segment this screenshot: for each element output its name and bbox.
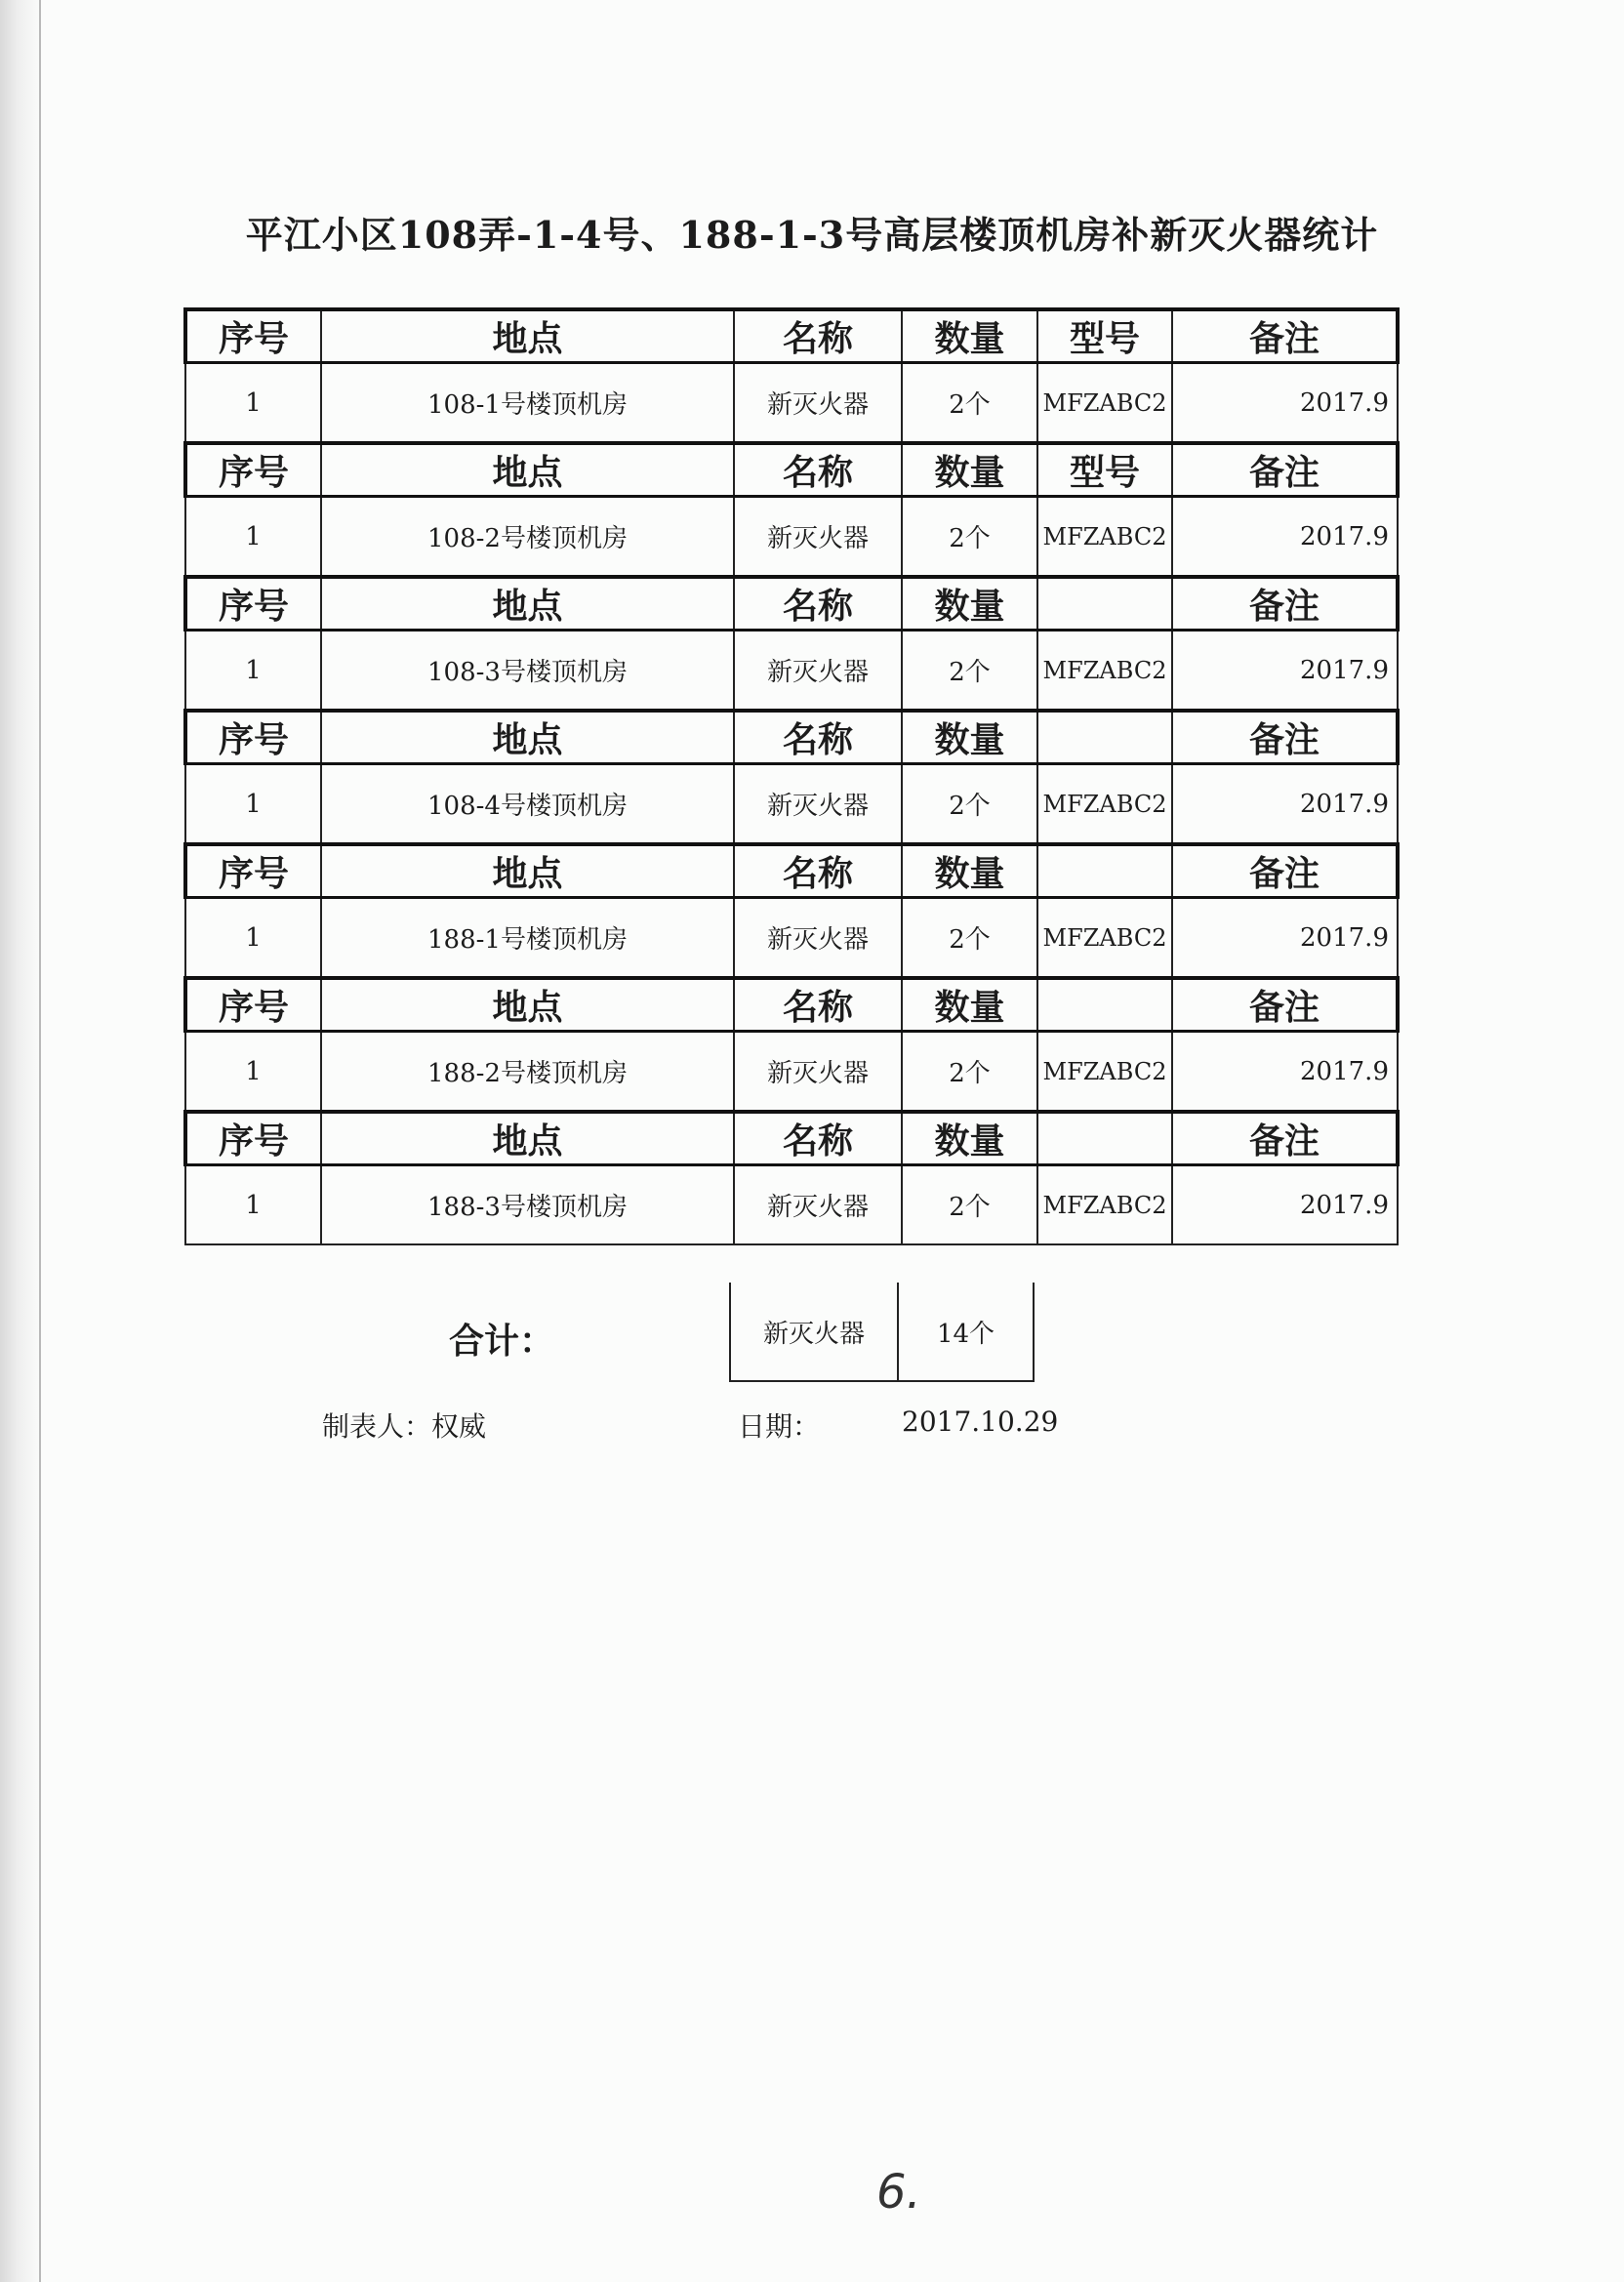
header-quantity: 数量 <box>902 844 1037 898</box>
header-remark: 备注 <box>1172 443 1398 497</box>
cell-remark: 2017.9 <box>1172 363 1398 444</box>
header-name: 名称 <box>734 844 902 898</box>
cell-model: MFZABC2 <box>1037 497 1172 578</box>
header-seq: 序号 <box>185 711 321 764</box>
header-model <box>1037 978 1172 1032</box>
cell-seq: 1 <box>185 1032 321 1113</box>
header-model <box>1037 844 1172 898</box>
header-name: 名称 <box>734 711 902 764</box>
header-model <box>1037 577 1172 631</box>
header-seq: 序号 <box>185 443 321 497</box>
table-row <box>185 898 1398 979</box>
cell-quantity: 2个 <box>902 1165 1037 1245</box>
preparer-label: 制表人： <box>322 1410 432 1443</box>
header-seq: 序号 <box>185 577 321 631</box>
header-name: 名称 <box>734 1112 902 1165</box>
page-title: 平江小区108弄-1-4号、188-1-3号高层楼顶机房补新灭火器统计 <box>245 213 1379 257</box>
header-row <box>185 1112 1398 1165</box>
total-row <box>730 1283 1034 1381</box>
cell-quantity: 2个 <box>902 497 1037 578</box>
cell-location: 108-3号楼顶机房 <box>321 631 734 712</box>
header-model: 型号 <box>1037 443 1172 497</box>
header-row <box>185 577 1398 631</box>
header-model <box>1037 711 1172 764</box>
preparer-name: 权威 <box>431 1410 487 1443</box>
total-quantity: 14个 <box>898 1283 1034 1381</box>
cell-model: MFZABC2 <box>1037 1165 1172 1245</box>
date-value: 2017.10.29 <box>902 1406 1059 1438</box>
header-row <box>185 844 1398 898</box>
cell-seq: 1 <box>185 497 321 578</box>
total-name: 新灭火器 <box>730 1283 898 1381</box>
header-quantity: 数量 <box>902 978 1037 1032</box>
header-location: 地点 <box>321 1112 734 1165</box>
stats-table-body <box>185 309 1398 1244</box>
cell-quantity: 2个 <box>902 363 1037 444</box>
header-quantity: 数量 <box>902 711 1037 764</box>
cell-seq: 1 <box>185 363 321 444</box>
cell-quantity: 2个 <box>902 1032 1037 1113</box>
header-seq: 序号 <box>185 978 321 1032</box>
header-name: 名称 <box>734 443 902 497</box>
header-row <box>185 978 1398 1032</box>
cell-remark: 2017.9 <box>1172 898 1398 979</box>
cell-model: MFZABC2 <box>1037 1032 1172 1113</box>
header-location: 地点 <box>321 309 734 363</box>
cell-name: 新灭火器 <box>734 898 902 979</box>
header-name: 名称 <box>734 577 902 631</box>
header-seq: 序号 <box>185 309 321 363</box>
date-label: 日期： <box>738 1410 821 1443</box>
header-model <box>1037 1112 1172 1165</box>
cell-seq: 1 <box>185 631 321 712</box>
cell-location: 188-2号楼顶机房 <box>321 1032 734 1113</box>
cell-name: 新灭火器 <box>734 631 902 712</box>
cell-name: 新灭火器 <box>734 764 902 845</box>
header-name: 名称 <box>734 309 902 363</box>
header-location: 地点 <box>321 577 734 631</box>
cell-seq: 1 <box>185 898 321 979</box>
table-row <box>185 764 1398 845</box>
header-model: 型号 <box>1037 309 1172 363</box>
header-row <box>185 711 1398 764</box>
cell-name: 新灭火器 <box>734 363 902 444</box>
cell-quantity: 2个 <box>902 898 1037 979</box>
cell-seq: 1 <box>185 1165 321 1245</box>
total-box <box>729 1283 1035 1382</box>
cell-name: 新灭火器 <box>734 497 902 578</box>
header-remark: 备注 <box>1172 309 1398 363</box>
scan-edge-line <box>39 0 41 2282</box>
header-remark: 备注 <box>1172 711 1398 764</box>
cell-location: 108-2号楼顶机房 <box>321 497 734 578</box>
header-quantity: 数量 <box>902 443 1037 497</box>
header-location: 地点 <box>321 978 734 1032</box>
total-label: 合计： <box>449 1321 555 1362</box>
cell-location: 108-1号楼顶机房 <box>321 363 734 444</box>
cell-remark: 2017.9 <box>1172 631 1398 712</box>
table-row <box>185 631 1398 712</box>
header-quantity: 数量 <box>902 1112 1037 1165</box>
extinguisher-stats-table <box>183 307 1400 1245</box>
header-remark: 备注 <box>1172 844 1398 898</box>
table-row <box>185 1032 1398 1113</box>
header-remark: 备注 <box>1172 978 1398 1032</box>
cell-remark: 2017.9 <box>1172 1032 1398 1113</box>
cell-name: 新灭火器 <box>734 1032 902 1113</box>
table-row <box>185 363 1398 444</box>
cell-remark: 2017.9 <box>1172 764 1398 845</box>
page-number: 6. <box>876 2165 921 2220</box>
cell-location: 108-4号楼顶机房 <box>321 764 734 845</box>
header-row <box>185 309 1398 363</box>
cell-remark: 2017.9 <box>1172 1165 1398 1245</box>
cell-seq: 1 <box>185 764 321 845</box>
header-remark: 备注 <box>1172 577 1398 631</box>
cell-name: 新灭火器 <box>734 1165 902 1245</box>
header-remark: 备注 <box>1172 1112 1398 1165</box>
table-row <box>185 497 1398 578</box>
preparer <box>322 1406 486 1445</box>
header-name: 名称 <box>734 978 902 1032</box>
cell-location: 188-1号楼顶机房 <box>321 898 734 979</box>
header-row <box>185 443 1398 497</box>
cell-model: MFZABC2 <box>1037 898 1172 979</box>
cell-remark: 2017.9 <box>1172 497 1398 578</box>
header-location: 地点 <box>321 711 734 764</box>
header-location: 地点 <box>321 844 734 898</box>
cell-model: MFZABC2 <box>1037 363 1172 444</box>
table-row <box>185 1165 1398 1245</box>
header-location: 地点 <box>321 443 734 497</box>
header-seq: 序号 <box>185 1112 321 1165</box>
cell-location: 188-3号楼顶机房 <box>321 1165 734 1245</box>
cell-quantity: 2个 <box>902 631 1037 712</box>
scan-edge-shadow <box>0 0 41 2282</box>
header-quantity: 数量 <box>902 309 1037 363</box>
cell-model: MFZABC2 <box>1037 631 1172 712</box>
header-seq: 序号 <box>185 844 321 898</box>
cell-model: MFZABC2 <box>1037 764 1172 845</box>
cell-quantity: 2个 <box>902 764 1037 845</box>
header-quantity: 数量 <box>902 577 1037 631</box>
